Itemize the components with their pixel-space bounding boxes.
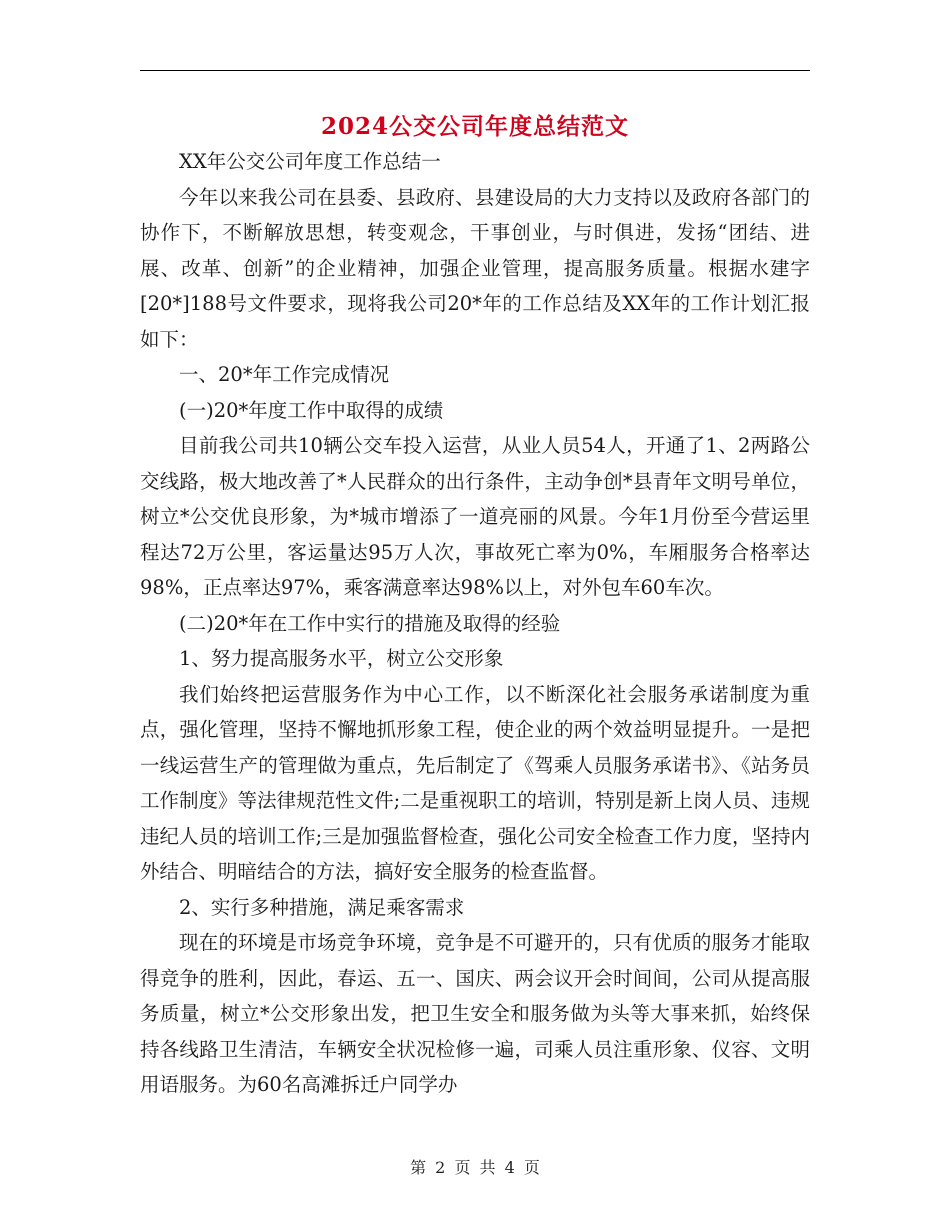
paragraph-intro: 今年以来我公司在县委、县政府、县建设局的大力支持以及政府各部门的协作下，不断解放思想，转变观念，干事创业，与时俱进，发扬“团结、进展、改革、创新”的企业精神，加强企业管理，提高服务质量。根据水建字[20*]188号文件要求，现将我公司20*年的工作总结及XX年的工作计划汇报如下： <box>140 185 810 351</box>
item-heading-1: 1、努力提高服务水平，树立公交形象 <box>179 647 504 670</box>
section-heading-1: 一、20*年工作完成情况 <box>179 363 390 386</box>
subsection-heading-1: (一)20*年度工作中取得的成绩 <box>179 398 444 422</box>
page-footer: 第 2 页 共 4 页 <box>410 1158 540 1177</box>
document-body <box>140 144 810 1103</box>
subsection-heading-2: (二)20*年在工作中实行的措施及取得的经验 <box>179 611 561 635</box>
paragraph-measures: 现在的环境是市场竞争环境，竞争是不可避开的，只有优质的服务才能取得竞争的胜利，因此，春运、五一、国庆、两会议开会时间间，公司从提高服务质量，树立*公交形象出发，把卫生安全和服务做为头等大事来抓，始终保持各线路卫生清洁，车辆安全状况检修一遍，司乘人员注重形象、仪容、文明用语服务。为60名高滩拆迁户同学办 <box>140 931 810 1096</box>
paragraph-subtitle: XX年公交公司年度工作总结一 <box>179 150 441 173</box>
paragraph-service: 我们始终把运营服务作为中心工作，以不断深化社会服务承诺制度为重点，强化管理，坚持不懈地抓形象工程，使企业的两个效益明显提升。一是把一线运营生产的管理做为重点，先后制定了《驾乘人员服务承诺书》、《站务员工作制度》等法律规范性文件;二是重视职工的培训，特别是新上岗人员、违规违纪人员的培训工作;三是加强监督检查，强化公司安全检查工作力度，坚持内外结合、明暗结合的方法，搞好安全服务的检查监督。 <box>140 682 810 883</box>
item-heading-2: 2、实行多种措施，满足乘客需求 <box>179 895 465 919</box>
document-title: 2024公交公司年度总结范文 <box>320 113 629 140</box>
header-rule <box>140 70 810 71</box>
paragraph-achievements: 目前我公司共10辆公交车投入运营，从业人员54人，开通了1、2两路公交线路，极大地改善了*人民群众的出行条件，主动争创*县青年文明号单位，树立*公交优良形象，为*城市增添了一道亮丽的风景。今年1月份至今营运里程达72万公里，客运量达95万人次，事故死亡率为0%，车厢服务合格率达98%，正点率达97%，乘客满意率达98%以上，对外包车60车次。 <box>140 434 810 599</box>
